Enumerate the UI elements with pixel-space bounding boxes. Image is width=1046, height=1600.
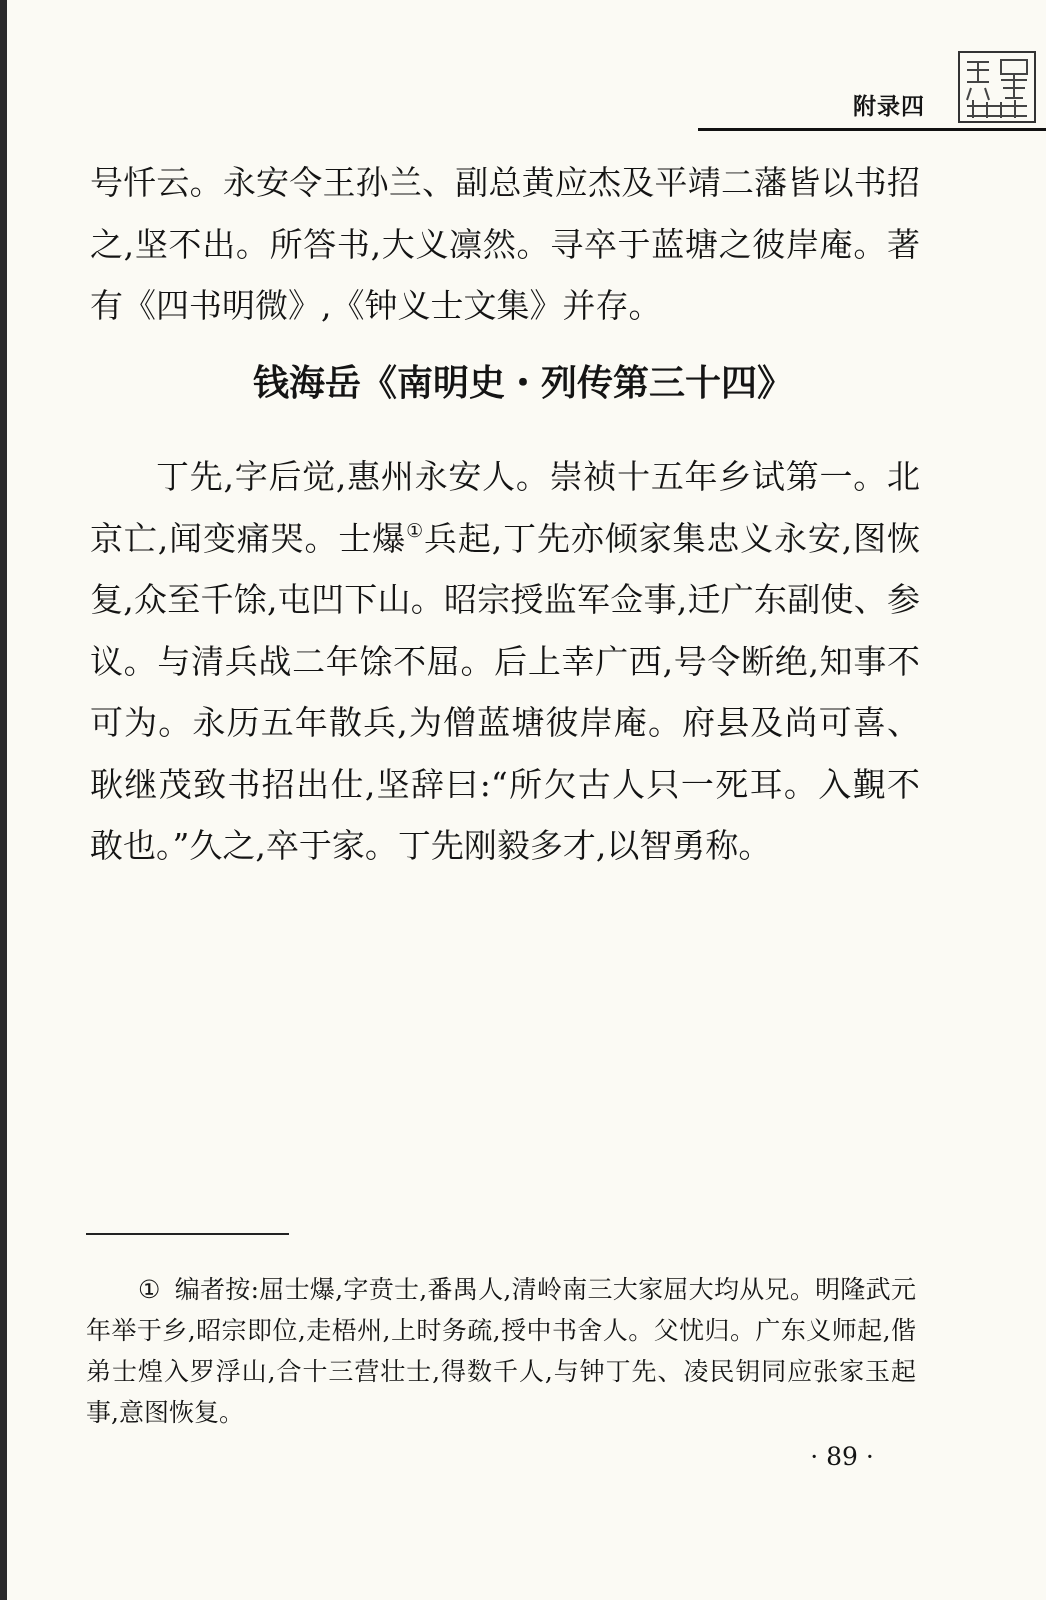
continued-paragraph: 号忏云。永安令王孙兰、副总黄应杰及平靖二藩皆以书招之,坚不出。所答书,大义凛然。寻卒于蓝塘之彼岸庵。著有《四书明微》,《钟义士文集》并存。 bbox=[90, 163, 920, 325]
paragraph-text-part2: 兵起,丁先亦倾家集忠义永安,图恢复,众至千馀,屯凹下山。昭宗授监军佥事,迁广东副使、参议。与清兵战二年馀不屈。后上幸广西,号令断绝,知事不可为。永历五年散兵,为僧蓝塘彼岸庵。府县及尚可喜、耿继茂致书招出仕,坚辞曰:“所欠古人只一死耳。入覲不敢也。”久之,卒于家。丁先刚毅多才,以智勇称。 bbox=[90, 518, 920, 865]
footnote-marker: ① bbox=[138, 1275, 161, 1304]
seal-stamp-icon bbox=[957, 50, 1037, 124]
footnote bbox=[86, 1269, 916, 1433]
body-paragraph bbox=[90, 446, 920, 877]
footnote-reference: ① bbox=[406, 519, 425, 542]
running-header: 附录四 bbox=[853, 94, 925, 120]
paragraph-text-part1: 丁先,字后觉,惠州永安人。崇祯十五年乡试第一。北京亡,闻变痛哭。士爆 bbox=[90, 457, 920, 558]
footnote-divider bbox=[86, 1233, 289, 1235]
footnote-text: 编者按:屈士爆,字贲士,番禺人,清岭南三大家屈大均从兄。明隆武元年举于乡,昭宗即位,走梧州,上时务疏,授中书舍人。父忧归。广东义师起,偕弟士煌入罗浮山,合十三营壮士,得数千人,与钟丁先、凌民钥同应张家玉起事,意图恢复。 bbox=[86, 1275, 916, 1427]
page-number: · 89 · bbox=[810, 1442, 874, 1471]
page-edge-shadow bbox=[0, 0, 7, 1600]
header-rule bbox=[698, 128, 1046, 131]
section-title: 钱海岳《南明史・列传第三十四》 bbox=[252, 363, 793, 404]
